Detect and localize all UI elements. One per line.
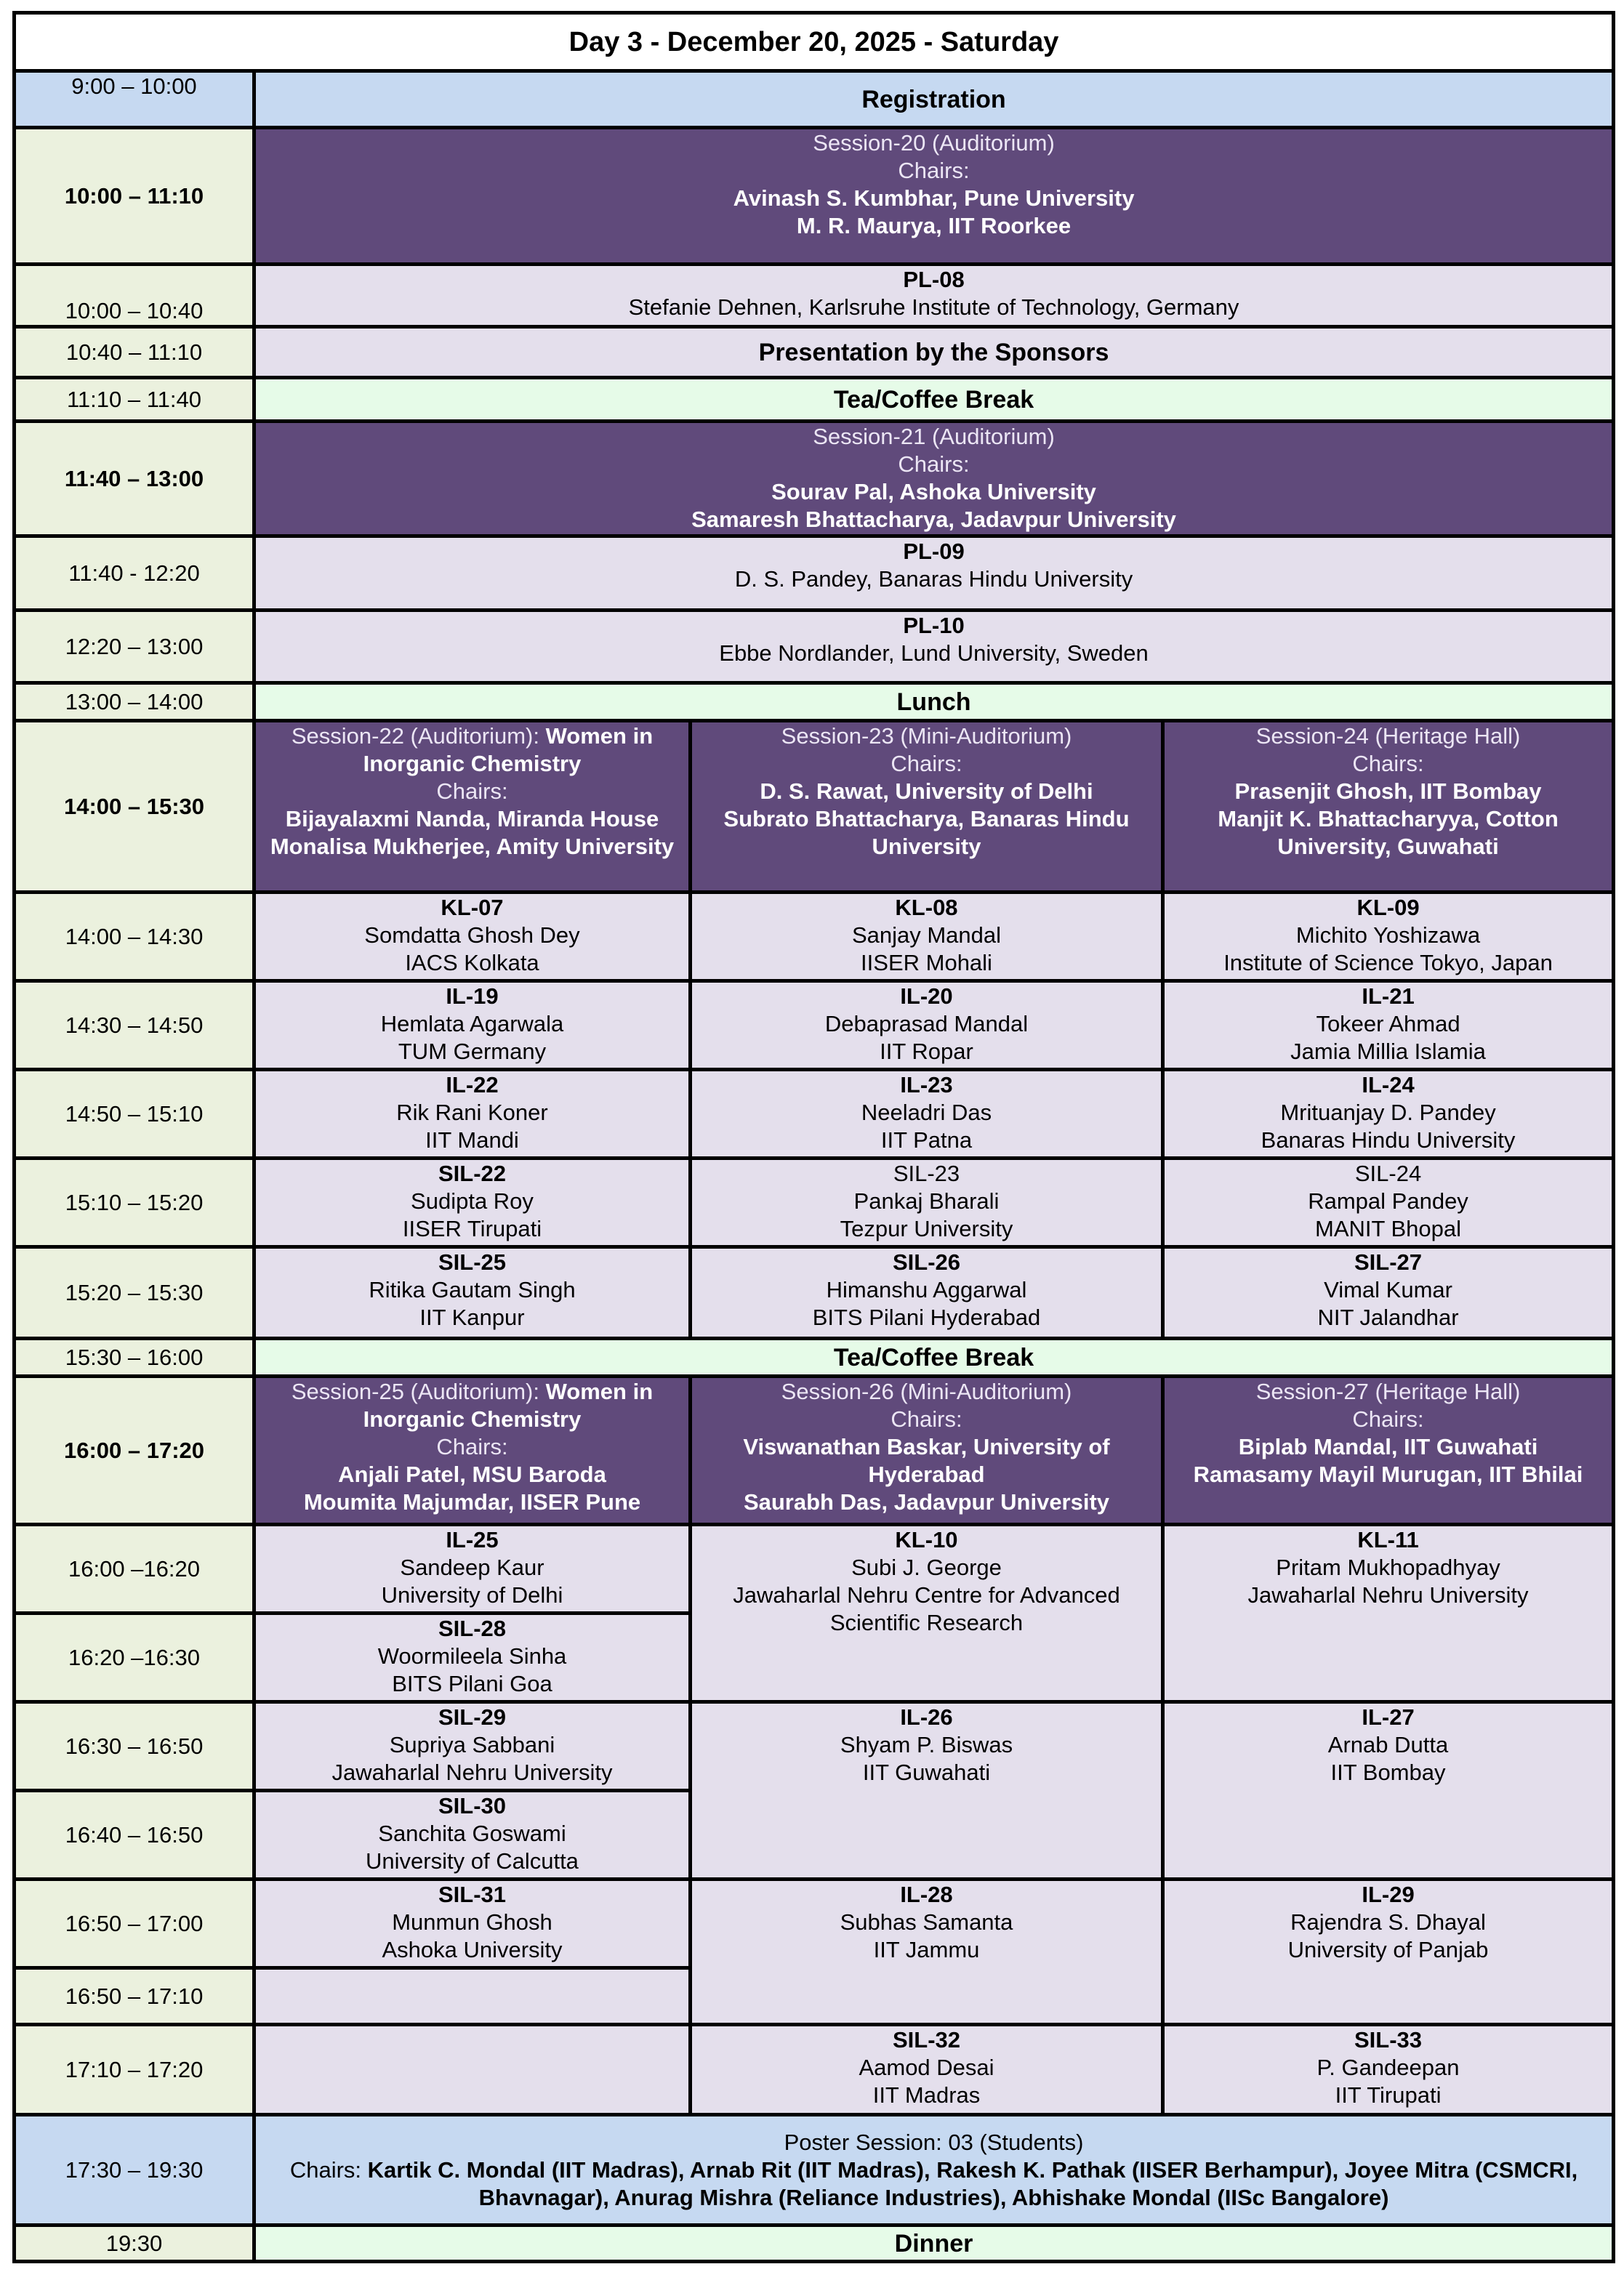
chair-list: Kartik C. Mondal (IIT Madras), Arnab Rit (IIT Madras), Rakesh K. Pathak (IISER Berhampur), Joyee Mitra (CSMCRI, Bhavnagar), Anurag Mishra (Reliance Industries), Abhishake Mondal (IISc Bangalore) <box>367 2156 1578 2210</box>
time-cell <box>15 2225 254 2262</box>
time-label: 16:00 – 17:20 <box>63 1437 205 1463</box>
speaker-name: Sandeep Kaur <box>400 1555 544 1580</box>
time-label: 14:00 – 15:30 <box>63 793 205 819</box>
speaker-name: Ebbe Nordlander, Lund University, Sweden <box>719 640 1149 666</box>
registration-cell <box>254 71 1614 128</box>
empty-cell <box>254 1968 691 2025</box>
session-name: Session-26 (Mini-Auditorium) <box>781 1379 1072 1404</box>
talk-cell <box>691 1070 1163 1159</box>
talk-cell <box>691 2025 1163 2115</box>
time-label: 16:20 –16:30 <box>68 1644 200 1670</box>
chair-name: D. S. Rawat, University of Delhi <box>760 778 1093 804</box>
chair-name: Prasenjit Ghosh, IIT Bombay <box>1234 778 1542 804</box>
speaker-name: Tokeer Ahmad <box>1316 1011 1460 1036</box>
talk-cell <box>691 1159 1163 1247</box>
time-cell <box>15 1791 254 1880</box>
chairs-label: Chairs: <box>1352 1406 1424 1432</box>
session-header-cell <box>1163 1377 1614 1525</box>
time-cell <box>15 1339 254 1377</box>
event-label: Dinner <box>894 2229 973 2257</box>
talk-cell <box>691 1702 1163 1880</box>
chair-name: Bijayalaxmi Nanda, Miranda House <box>285 806 659 831</box>
time-label: 15:20 – 15:30 <box>65 1279 204 1305</box>
speaker-affiliation: IIT Tirupati <box>1335 2082 1442 2108</box>
time-label: 9:00 – 10:00 <box>71 73 197 99</box>
chair-name: Monalisa Mukherjee, Amity University <box>270 834 675 859</box>
talk-code: KL-09 <box>1356 895 1420 920</box>
time-label: 14:30 – 14:50 <box>65 1012 204 1038</box>
event-label: Tea/Coffee Break <box>833 1343 1034 1371</box>
speaker-affiliation: IIT Bombay <box>1330 1760 1446 1785</box>
speaker-name: Michito Yoshizawa <box>1295 922 1481 948</box>
chair-name: Samaresh Bhattacharya, Jadavpur University <box>691 507 1176 532</box>
time-cell <box>15 2115 254 2225</box>
speaker-name: Subhas Samanta <box>840 1909 1013 1935</box>
chairs-label: Chairs: <box>898 451 970 477</box>
speaker-name: Subi J. George <box>851 1555 1002 1580</box>
talk-code: KL-11 <box>1357 1527 1419 1552</box>
time-cell <box>15 71 254 128</box>
lunch-cell <box>254 683 1614 721</box>
time-cell <box>15 327 254 378</box>
talk-code: SIL-23 <box>893 1161 960 1186</box>
talk-code: IL-25 <box>446 1527 499 1552</box>
speaker-affiliation: University of Panjab <box>1287 1937 1489 1962</box>
speaker-name: Stefanie Dehnen, Karlsruhe Institute of Technology, Germany <box>628 294 1239 320</box>
session-header-cell <box>254 1377 691 1525</box>
speaker-name: Rampal Pandey <box>1308 1188 1468 1214</box>
talk-cell <box>1163 1880 1614 2025</box>
session-header-cell <box>254 422 1614 536</box>
talk-code: SIL-27 <box>1354 1249 1423 1275</box>
speaker-name: Pritam Mukhopadhyay <box>1276 1555 1500 1580</box>
talk-code: SIL-32 <box>892 2027 961 2053</box>
talk-code: KL-08 <box>895 895 958 920</box>
dinner-cell <box>254 2225 1614 2262</box>
talk-code: SIL-26 <box>892 1249 961 1275</box>
talk-code: SIL-22 <box>438 1161 507 1186</box>
talk-code: SIL-31 <box>438 1882 507 1907</box>
speaker-name: Shyam P. Biswas <box>840 1732 1013 1757</box>
time-label: 13:00 – 14:00 <box>65 688 204 714</box>
session-name: Session-24 (Heritage Hall) <box>1255 723 1521 749</box>
talk-cell <box>691 1525 1163 1702</box>
talk-code: SIL-33 <box>1354 2027 1423 2053</box>
talk-code: KL-07 <box>441 895 504 920</box>
time-cell <box>15 1968 254 2025</box>
talk-code: PL-08 <box>903 267 965 292</box>
time-cell <box>15 1247 254 1339</box>
break-cell <box>254 378 1614 422</box>
speaker-name: Munmun Ghosh <box>392 1909 552 1935</box>
break-cell <box>254 1339 1614 1377</box>
talk-code: IL-24 <box>1362 1072 1415 1097</box>
event-label: Presentation by the Sponsors <box>758 338 1109 366</box>
speaker-name: Woormileela Sinha <box>377 1643 567 1669</box>
speaker-affiliation: Banaras Hindu University <box>1261 1127 1516 1153</box>
time-cell <box>15 128 254 265</box>
talk-cell <box>254 1070 691 1159</box>
session-theme: Women in Inorganic Chemistry <box>363 1379 654 1432</box>
talk-code: KL-10 <box>895 1527 958 1552</box>
talk-cell <box>1163 1247 1614 1339</box>
chair-name: Biplab Mandal, IIT Guwahati <box>1238 1434 1538 1459</box>
speaker-name: Somdatta Ghosh Dey <box>364 922 580 948</box>
time-cell <box>15 265 254 327</box>
chair-name: Anjali Patel, MSU Baroda <box>338 1462 606 1487</box>
chairs-label: Chairs: <box>898 158 970 183</box>
time-label: 16:50 – 17:10 <box>65 1983 204 2009</box>
talk-code: IL-22 <box>446 1072 499 1097</box>
time-cell <box>15 1377 254 1525</box>
session-header-cell <box>691 1377 1163 1525</box>
speaker-name: Debaprasad Mandal <box>824 1011 1029 1036</box>
page-title-text: Day 3 - December 20, 2025 - Saturday <box>568 26 1059 57</box>
talk-cell <box>691 1247 1163 1339</box>
talk-code: IL-26 <box>900 1704 953 1730</box>
speaker-name: D. S. Pandey, Banaras Hindu University <box>734 566 1133 592</box>
speaker-name: Vimal Kumar <box>1324 1277 1452 1302</box>
talk-code: SIL-28 <box>438 1616 507 1641</box>
time-label: 10:00 – 10:40 <box>65 298 204 323</box>
speaker-name: Himanshu Aggarwal <box>826 1277 1027 1302</box>
chair-name: Ramasamy Mayil Murugan, IIT Bhilai <box>1193 1462 1583 1487</box>
speaker-affiliation: IISER Tirupati <box>402 1216 542 1241</box>
time-label: 17:30 – 19:30 <box>65 2156 204 2183</box>
talk-cell <box>254 1247 691 1339</box>
speaker-affiliation: Institute of Science Tokyo, Japan <box>1223 950 1553 975</box>
speaker-affiliation: IISER Mohali <box>861 950 992 975</box>
chair-name: Saurabh Das, Jadavpur University <box>743 1489 1110 1515</box>
speaker-affiliation: NIT Jalandhar <box>1317 1305 1459 1330</box>
time-cell <box>15 1525 254 1614</box>
chair-name: M. R. Maurya, IIT Roorkee <box>796 213 1072 238</box>
time-cell <box>15 611 254 683</box>
time-label: 16:50 – 17:00 <box>65 1910 204 1936</box>
speaker-name: P. Gandeepan <box>1317 2055 1460 2080</box>
chairs-label: Chairs: <box>436 1434 508 1459</box>
speaker-affiliation: Jawaharlal Nehru Centre for Advanced Scientific Research <box>733 1582 1120 1635</box>
talk-code: IL-23 <box>900 1072 953 1097</box>
talk-cell <box>1163 1070 1614 1159</box>
talk-cell <box>1163 1702 1614 1880</box>
speaker-affiliation: IIT Mandi <box>425 1127 519 1153</box>
session-name: Session-25 (Auditorium): <box>291 1379 546 1404</box>
talk-cell <box>254 1702 691 1791</box>
talk-cell <box>254 611 1614 683</box>
speaker-affiliation: Jawaharlal Nehru University <box>331 1760 613 1785</box>
time-cell <box>15 1702 254 1791</box>
speaker-name: Hemlata Agarwala <box>380 1011 564 1036</box>
time-cell <box>15 1070 254 1159</box>
talk-cell <box>254 1791 691 1880</box>
talk-code: IL-21 <box>1362 983 1415 1009</box>
speaker-name: Neeladri Das <box>861 1100 992 1125</box>
chairs-label: Chairs: <box>891 1406 962 1432</box>
time-cell <box>15 893 254 981</box>
session-header-cell <box>254 721 691 893</box>
time-label: 11:40 – 13:00 <box>64 465 204 491</box>
talk-cell <box>254 1525 691 1614</box>
speaker-affiliation: IIT Guwahati <box>862 1760 991 1785</box>
talk-cell <box>1163 2025 1614 2115</box>
chair-name: Manjit K. Bhattacharyya, Cotton University, Guwahati <box>1218 806 1559 859</box>
talk-code: IL-20 <box>900 983 953 1009</box>
time-cell <box>15 1159 254 1247</box>
speaker-affiliation: IIT Patna <box>880 1127 973 1153</box>
chair-name: Avinash S. Kumbhar, Pune University <box>733 185 1135 211</box>
speaker-name: Sanchita Goswami <box>378 1821 566 1846</box>
speaker-affiliation: IIT Kanpur <box>419 1305 525 1330</box>
time-label: 11:40 - 12:20 <box>68 560 200 586</box>
time-cell <box>15 683 254 721</box>
talk-cell <box>1163 981 1614 1070</box>
session-name: Session-23 (Mini-Auditorium) <box>781 723 1072 749</box>
speaker-affiliation: MANIT Bhopal <box>1315 1216 1462 1241</box>
time-cell <box>15 1614 254 1702</box>
time-cell <box>15 536 254 611</box>
speaker-name: Rik Rani Koner <box>396 1100 548 1125</box>
talk-code: IL-28 <box>900 1882 953 1907</box>
session-name: Session-21 (Auditorium) <box>813 424 1055 449</box>
talk-code: SIL-24 <box>1354 1161 1422 1186</box>
time-label: 15:30 – 16:00 <box>65 1344 204 1370</box>
speaker-name: Arnab Dutta <box>1327 1732 1449 1757</box>
talk-cell <box>691 1880 1163 2025</box>
time-label: 19:30 <box>105 2230 163 2256</box>
speaker-name: Supriya Sabbani <box>389 1732 555 1757</box>
poster-session-cell <box>254 2115 1614 2225</box>
time-cell <box>15 378 254 422</box>
talk-cell <box>254 536 1614 611</box>
speaker-affiliation: BITS Pilani Goa <box>392 1671 552 1696</box>
talk-cell <box>691 893 1163 981</box>
speaker-affiliation: Tezpur University <box>840 1216 1013 1241</box>
talk-cell <box>1163 893 1614 981</box>
speaker-name: Sudipta Roy <box>411 1188 534 1214</box>
talk-code: IL-19 <box>446 983 499 1009</box>
talk-code: IL-29 <box>1362 1882 1415 1907</box>
speaker-affiliation: Ashoka University <box>382 1937 563 1962</box>
speaker-affiliation: Jawaharlal Nehru University <box>1247 1582 1529 1608</box>
time-cell <box>15 422 254 536</box>
speaker-affiliation: Jamia Millia Islamia <box>1290 1039 1486 1064</box>
talk-cell <box>254 1159 691 1247</box>
event-label: Registration <box>861 85 1006 113</box>
time-label: 10:40 – 11:10 <box>65 339 203 365</box>
talk-cell <box>254 893 691 981</box>
speaker-affiliation: IIT Jammu <box>873 1937 980 1962</box>
talk-code: PL-09 <box>903 539 965 564</box>
time-label: 12:20 – 13:00 <box>65 633 204 659</box>
talk-code: IL-27 <box>1362 1704 1415 1730</box>
talk-cell <box>254 1614 691 1702</box>
speaker-affiliation: BITS Pilani Hyderabad <box>812 1305 1041 1330</box>
event-cell <box>254 327 1614 378</box>
chairs-label: Chairs: <box>436 778 508 804</box>
talk-code: SIL-29 <box>438 1704 507 1730</box>
session-name: Session-22 (Auditorium): <box>291 723 546 749</box>
time-label: 16:40 – 16:50 <box>65 1821 204 1848</box>
talk-cell <box>1163 1525 1614 1702</box>
speaker-affiliation: University of Delhi <box>381 1582 563 1608</box>
time-label: 16:30 – 16:50 <box>65 1733 204 1759</box>
time-label: 10:00 – 11:10 <box>64 182 204 209</box>
session-header-cell <box>1163 721 1614 893</box>
chair-name: Sourav Pal, Ashoka University <box>771 479 1096 504</box>
time-cell <box>15 721 254 893</box>
session-theme: Women in Inorganic Chemistry <box>363 723 654 776</box>
speaker-name: Rajendra S. Dhayal <box>1290 1909 1486 1935</box>
session-name: Poster Session: 03 (Students) <box>784 2129 1084 2155</box>
chair-name: Viswanathan Baskar, University of Hyderabad <box>743 1434 1110 1487</box>
time-label: 16:00 –16:20 <box>68 1555 200 1582</box>
speaker-name: Ritika Gautam Singh <box>369 1277 576 1302</box>
time-label: 11:10 – 11:40 <box>66 386 202 412</box>
empty-cell <box>254 2025 691 2115</box>
talk-cell <box>1163 1159 1614 1247</box>
event-label: Lunch <box>896 688 971 716</box>
speaker-name: Pankaj Bharali <box>853 1188 1000 1214</box>
schedule-table <box>12 11 1615 2263</box>
speaker-affiliation: TUM Germany <box>398 1039 547 1064</box>
speaker-name: Aamod Desai <box>859 2055 994 2080</box>
speaker-affiliation: IIT Madras <box>872 2082 981 2108</box>
speaker-affiliation: University of Calcutta <box>366 1848 579 1874</box>
session-header-cell <box>691 721 1163 893</box>
page-title <box>15 13 1614 71</box>
event-label: Tea/Coffee Break <box>833 385 1034 414</box>
session-name: Session-20 (Auditorium) <box>813 130 1055 156</box>
time-cell <box>15 2025 254 2115</box>
chairs-label: Chairs: <box>1352 751 1424 776</box>
chairs-label: Chairs: <box>891 751 962 776</box>
speaker-affiliation: IIT Ropar <box>880 1039 973 1064</box>
session-name: Session-27 (Heritage Hall) <box>1255 1379 1521 1404</box>
time-label: 14:50 – 15:10 <box>65 1100 204 1127</box>
time-label: 15:10 – 15:20 <box>65 1189 204 1215</box>
time-cell <box>15 981 254 1070</box>
talk-code: SIL-30 <box>438 1793 507 1818</box>
chair-name: Subrato Bhattacharya, Banaras Hindu University <box>723 806 1130 859</box>
talk-code: SIL-25 <box>438 1249 507 1275</box>
time-label: 14:00 – 14:30 <box>65 923 204 949</box>
speaker-name: Sanjay Mandal <box>851 922 1002 948</box>
talk-code: PL-10 <box>903 613 965 638</box>
session-header-cell <box>254 128 1614 265</box>
talk-cell <box>254 1880 691 1968</box>
speaker-name: Mrituanjay D. Pandey <box>1280 1100 1496 1125</box>
speaker-affiliation: IACS Kolkata <box>405 950 539 975</box>
talk-cell <box>691 981 1163 1070</box>
time-label: 17:10 – 17:20 <box>65 2056 204 2082</box>
chairs-label: Chairs: <box>289 2156 368 2183</box>
talk-cell <box>254 265 1614 327</box>
time-cell <box>15 1880 254 1968</box>
chair-name: Moumita Majumdar, IISER Pune <box>303 1489 641 1515</box>
talk-cell <box>254 981 691 1070</box>
